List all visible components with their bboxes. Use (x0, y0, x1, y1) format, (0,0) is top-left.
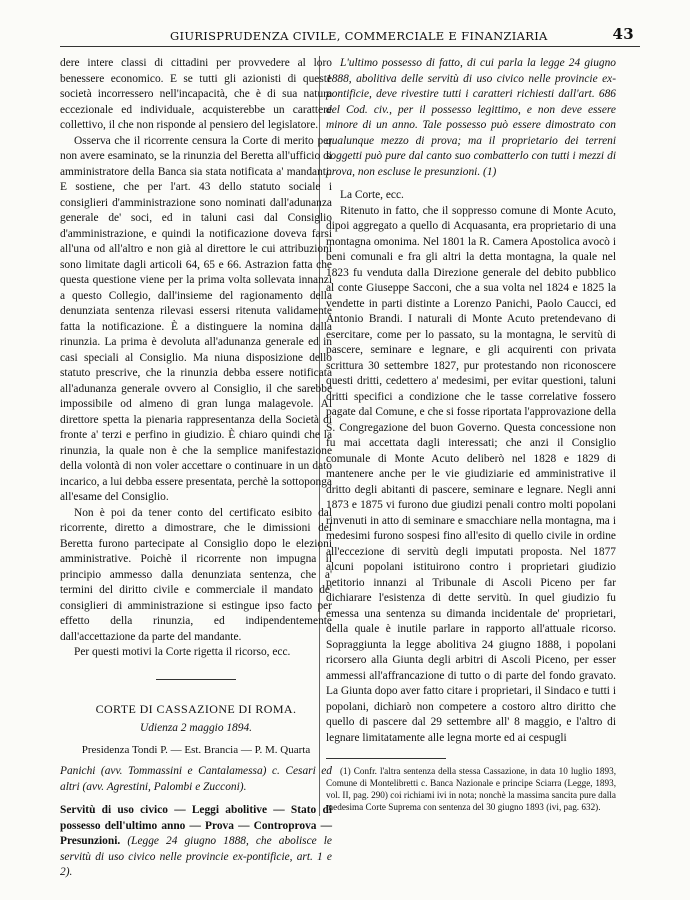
hearing-date: Udienza 2 maggio 1894. (139, 722, 252, 734)
footnote: (1) Confr. l'altra sentenza della stessa Cassazione, in data 10 luglio 1893, Comune di Montelibretti c. Banca Nazionale e principe Sciarra (Legge, 1893, vol. II, pag. 290) coi richiami ivi in nota; nonchè la massima sancita pure dalla medesima Corte Suprema con sentenza del 30 giugno 1893 (ivi, pag. 632). (326, 766, 616, 812)
paragraph: Osserva che il ricorrente censura la Corte di merito per non avere esaminato, se la rinunzia del Beretta all'ufficio di amministratore della Banca sia stata notificata a' mandanti. E sostiene, che per l'art. 43 dello statuto sociale i consiglieri d'amministrazione sono nominati dall'adunanza generale de' soci, ed in taluni casi dal Consiglio d'amministrazione, e quindi la notificazione doveva farsi all'una od all'altro e non già al direttore le cui attribuzioni sono limitate dagli articoli 64, 65 e 66. Astrazion fatta che questa questione viene per la prima volta sollevata innanzi a questo Collegio, dall'insieme del ragionamento della denunziata sentenza rilevasi essersi ritenuta validamente fatta la notificazione. È a distinguere la nomina dalla rinunzia. La prima è devoluta all'adunanza generale ed in casi speciali al Consiglio. Ma niuna disposizione dello statuto prescrive, che la rinunzia debba essere notificata all'adunanza generale ovvero al Consiglio, il che sarebbe impossibile od almeno di gran lunga malagevole. Al direttore spetta la pienaria rappresentanza della Società di fronte a' terzi e perfino in giudizio. È chiaro quindi che la rinunzia, la quale non è che la semplice manifestazione della volontà di non voler accettare o continuare in un dato incarico, a lui debba essere presentata, perchè la sottoponga all'esame del Consiglio. (60, 134, 332, 503)
presidency-line: Presidenza Tondi P. — Est. Brancia — P. M. Quarta (81, 743, 311, 756)
page-number: 43 (612, 25, 634, 43)
paragraph: Per questi motivi la Corte rigetta il ricorso, ecc. (74, 646, 291, 658)
paragraph: Non è poi da tener conto del certificato esibito dal ricorrente, diretto a dimostrare, che le dimissioni del Beretta furono partecipate al Consiglio dopo le elezioni amministrative. Poichè il ricorrente non impugna il principio ammesso dalla denunziata sentenza, che a' termini del diritto civile e commerciale il mandato de' consiglieri di amministrazione si estingue ipso facto per effetto della rinunzia, ed indipendentemente dall'accettazione da parte del mandante. (60, 506, 332, 643)
left-column (60, 56, 332, 881)
maxim-heading (60, 803, 332, 881)
maxim-text: L'ultimo possesso di fatto, di cui parla la legge 24 giugno 1888, abolitiva delle servitù di uso civico nelle provincie ex-pontificie, deve rivestire tutti i caratteri richiesti dall'art. 686 del Cod. civ., per il possesso legittimo, e non deve essere minore di un anno. Tale possesso può essere dimostrato con qualunque mezzo di prova; ma il proprietario dei terreni soggetti può pure dal canto suo combatterlo con tutti i mezzi di prova, non escluse le presunzioni. (1) (326, 57, 616, 178)
footnote-rule (326, 758, 446, 759)
parties-line: Panichi (avv. Tommassini e Cantalamessa) c. Cesari ed altri (avv. Agrestini, Palombi e Zucconi). (60, 765, 332, 793)
running-head: GIURISPRUDENZA CIVILE, COMMERCIALE E FINANZIARIA (170, 29, 548, 43)
paragraph: dere intere classi di cittadini per provvedere al loro benessere economico. E se tutti gli azionisti di queste società incorressero nell'incapacità, che è di sua natura eccezionale ed individuale, acquisterebbe un carattere collettivo, il che non risponde al pensiero del legislatore. (60, 57, 332, 131)
maxim-title: Servitù di uso civico — Leggi abolitive — Stato di possesso dell'ultimo anno — Prova — Controprova — Presunzioni. (60, 804, 332, 847)
maxim-law-reference: (Legge 24 giugno 1888, che abolisce le servitù di uso civico nelle provincie ex-pontificie, art. 1 e 2). (60, 835, 332, 878)
page-header (60, 25, 640, 47)
right-column (326, 56, 616, 813)
court-opening: La Corte, ecc. (340, 189, 404, 201)
paragraph: Ritenuto in fatto, che il soppresso comune di Monte Acuto, dipoi aggregato a quello di Acquasanta, era proprietario di una montagna omonima. Nel 1801 la R. Camera Apostolica avocò i beni comunali e fra gli altri la detta montagna, la quale nel 1823 fu venduta dalla Direzione generale del debito pubblico al conte Giuseppe Sacconi, che a sua volta nel 1824 e 1825 la vendette in parti distinte a Lorenzo Panichi, Paolo Caucci, ed Antonio Brandi. I naturali di Monte Acuto pretendevano di esercitare, come per lo passato, su la montagna, le servitù di pascere, seminare e legnare, e gli acquirenti con privata scrittura 30 settembre 1827, pur protestando non riconoscere questi dritti, cedettero a' medesimi, per evitar questioni, taluni dritti specifici a condizione che le tasse correlative fossero pagate dal Comune, e che si fosse riportata l'approvazione della S. Congregazione del buon Governo. Questa concessione non fu mai accettata dagli interessati; che anzi il Consiglio comunale di Monte Acuto deliberò nel 1828 e 1829 di mantenere anche per le vie giudiziarie ed amministrative il dritto degli abitanti di pascere, seminare e legnare. Negli anni 1873 e 1875 vi furono due giudizi penali contro molti popolani rinvenuti in atto di seminare e smacchiare nella montagna, ma i medesimi furono sospesi fino all'esito di quello civile in ordine all'eccezione di servitù degli imputati proposta. Nel 1877 alcuni popolani istituirono contro i proprietari giudizio petitorio innanzi al Tribunale di Ascoli Piceno per far dichiarare l'esistenza di dette servitù. In quel giudizio fu emessa una sentenza su dimanda incidentale de' proprietari, della quale è inutile parlare in rapporto all'attuale ricorso. Sopraggiunta la legge abolitiva 24 giugno 1888, i popolani ricorsero alla Giunta degli arbitri di Ascoli Piceno, per esser ammessi all'affrancazione di tutto o di parte del fondo gravato. La Giunta dopo aver fatto citare i proprietari, il Sindaco e tutti i popolani, dichiarò non competere a costoro altro diritto che quello di pascere dal 29 settembre all' 8 maggio, e l'altro di legnare limitatamente alle legna morte ed ai cespugli (326, 204, 616, 744)
court-heading: CORTE DI CASSAZIONE DI ROMA. (95, 701, 297, 716)
section-separator (156, 679, 236, 680)
